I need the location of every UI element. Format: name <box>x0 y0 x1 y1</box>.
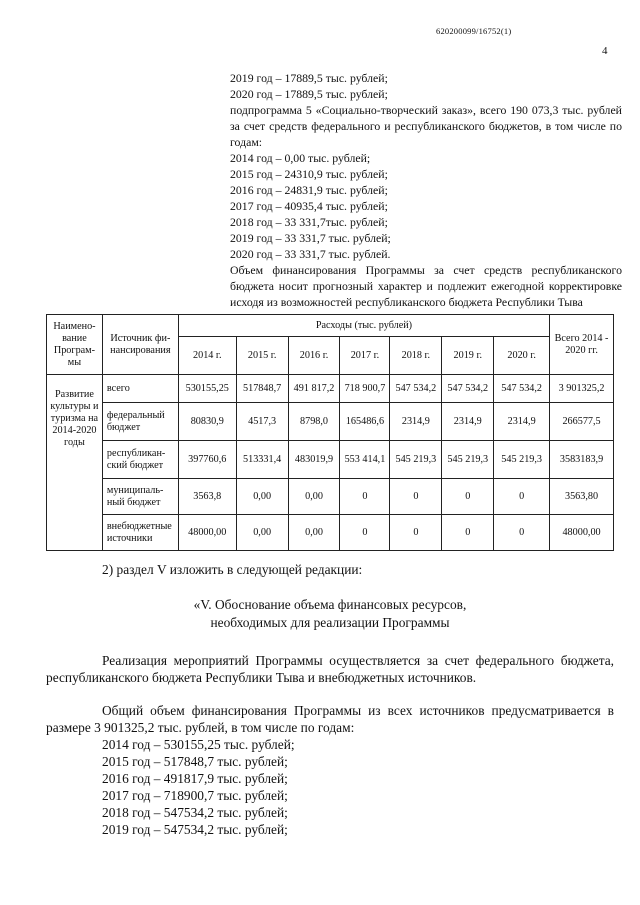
section-heading-line: необходимых для реализации Программы <box>210 615 450 630</box>
value-cell: 530155,25 <box>178 375 236 403</box>
value-cell: 483019,9 <box>288 441 340 479</box>
value-cell: 0 <box>340 515 390 551</box>
value-cell: 2314,9 <box>494 403 550 441</box>
value-cell: 0,00 <box>288 515 340 551</box>
total-cell: 266577,5 <box>550 403 614 441</box>
value-cell: 547 534,2 <box>494 375 550 403</box>
value-cell: 0,00 <box>288 479 340 515</box>
header-year: 2020 г. <box>494 337 550 375</box>
header-year: 2016 г. <box>288 337 340 375</box>
value-cell: 491 817,2 <box>288 375 340 403</box>
header-year: 2017 г. <box>340 337 390 375</box>
page-number: 4 <box>602 45 608 57</box>
header-year: 2014 г. <box>178 337 236 375</box>
value-cell: 553 414,1 <box>340 441 390 479</box>
year-line: 2019 год – 33 331,7 тыс. рублей; <box>230 231 391 245</box>
value-cell: 2314,9 <box>390 403 442 441</box>
value-cell: 0 <box>494 515 550 551</box>
header-total: Всего 2014 - 2020 гг. <box>550 315 614 375</box>
table-row <box>47 479 614 515</box>
value-cell: 545 219,3 <box>494 441 550 479</box>
value-cell: 513331,4 <box>236 441 288 479</box>
year-line: 2017 год – 718900,7 тыс. рублей; <box>102 788 288 803</box>
value-cell: 2314,9 <box>442 403 494 441</box>
year-line: 2018 год – 547534,2 тыс. рублей; <box>102 805 288 820</box>
value-cell: 718 900,7 <box>340 375 390 403</box>
value-cell: 0,00 <box>236 515 288 551</box>
table-row <box>47 403 614 441</box>
source-cell: муниципаль-ный бюджет <box>102 479 178 515</box>
year-funding-list <box>102 736 295 838</box>
value-cell: 0,00 <box>236 479 288 515</box>
source-cell: внебюджетные источники <box>102 515 178 551</box>
source-cell: республикан-ский бюджет <box>102 441 178 479</box>
year-line: 2020 год – 17889,5 тыс. рублей; <box>230 87 388 101</box>
value-cell: 547 534,2 <box>442 375 494 403</box>
funding-text-block <box>230 70 622 310</box>
year-line: 2019 год – 17889,5 тыс. рублей; <box>230 71 388 85</box>
year-line: 2020 год – 33 331,7 тыс. рублей. <box>230 247 391 261</box>
value-cell: 0 <box>390 479 442 515</box>
value-cell: 517848,7 <box>236 375 288 403</box>
value-cell: 547 534,2 <box>390 375 442 403</box>
value-cell: 80830,9 <box>178 403 236 441</box>
value-cell: 397760,6 <box>178 441 236 479</box>
source-cell: федеральный бюджет <box>102 403 178 441</box>
table-row <box>47 515 614 551</box>
total-cell: 3 901325,2 <box>550 375 614 403</box>
value-cell: 0 <box>340 479 390 515</box>
value-cell: 165486,6 <box>340 403 390 441</box>
source-cell: всего <box>102 375 178 403</box>
year-line: 2016 год – 491817,9 тыс. рублей; <box>102 771 288 786</box>
value-cell: 48000,00 <box>178 515 236 551</box>
section-2-instruction: 2) раздел V изложить в следующей редакции: <box>102 562 363 577</box>
header-funding-source: Источник фи-нансирования <box>102 315 178 375</box>
year-line: 2014 год – 530155,25 тыс. рублей; <box>102 737 295 752</box>
year-line: 2017 год – 40935,4 тыс. рублей; <box>230 199 388 213</box>
implementation-paragraph: Реализация мероприятий Программы осуществляется за счет федерального бюджета, республиканского бюджета Республики Тыва и внебюджетных источников. <box>46 653 614 685</box>
year-line: 2014 год – 0,00 тыс. рублей; <box>230 151 371 165</box>
year-line: 2019 год – 547534,2 тыс. рублей; <box>102 822 288 837</box>
subprogram-5-text: подпрограмма 5 «Социально-творческий заказ», всего 190 073,3 тыс. рублей за счет средств федерального и республиканского бюджетов, в том числе по годам: <box>230 103 622 149</box>
header-year: 2018 г. <box>390 337 442 375</box>
value-cell: 0 <box>442 479 494 515</box>
header-program-name: Наимено-вание Програм-мы <box>47 315 103 375</box>
header-year: 2015 г. <box>236 337 288 375</box>
year-line: 2015 год – 517848,7 тыс. рублей; <box>102 754 288 769</box>
year-line: 2018 год – 33 331,7тыс. рублей; <box>230 215 388 229</box>
financing-table <box>46 314 614 551</box>
document-id: 620200099/16752(1) <box>436 26 512 36</box>
section-heading-line: «V. Обоснование объема финансовых ресурсов, <box>193 597 467 612</box>
total-cell: 48000,00 <box>550 515 614 551</box>
value-cell: 545 219,3 <box>390 441 442 479</box>
program-name-cell: Развитие культуры и туризма на 2014-2020 годы <box>47 375 103 551</box>
table-row <box>47 375 614 403</box>
value-cell: 545 219,3 <box>442 441 494 479</box>
total-funding-paragraph: Общий объем финансирования Программы из всех источников предусматривается в размере 3 901325,2 тыс. рублей, в том числе по годам: <box>46 703 614 735</box>
value-cell: 3563,8 <box>178 479 236 515</box>
total-cell: 3583183,9 <box>550 441 614 479</box>
year-line: 2015 год – 24310,9 тыс. рублей; <box>230 167 388 181</box>
value-cell: 4517,3 <box>236 403 288 441</box>
header-expenses: Расходы (тыс. рублей) <box>178 315 549 337</box>
forecast-paragraph: Объем финансирования Программы за счет средств республиканского бюджета носит прогнозный характер и подлежит ежегодной корректировке исходя из возможностей республиканского бюджета Республики Тыва <box>230 263 622 309</box>
year-line: 2016 год – 24831,9 тыс. рублей; <box>230 183 388 197</box>
header-year: 2019 г. <box>442 337 494 375</box>
value-cell: 0 <box>390 515 442 551</box>
table-row <box>47 441 614 479</box>
section-heading <box>46 596 614 632</box>
value-cell: 0 <box>494 479 550 515</box>
value-cell: 8798,0 <box>288 403 340 441</box>
total-cell: 3563,80 <box>550 479 614 515</box>
value-cell: 0 <box>442 515 494 551</box>
